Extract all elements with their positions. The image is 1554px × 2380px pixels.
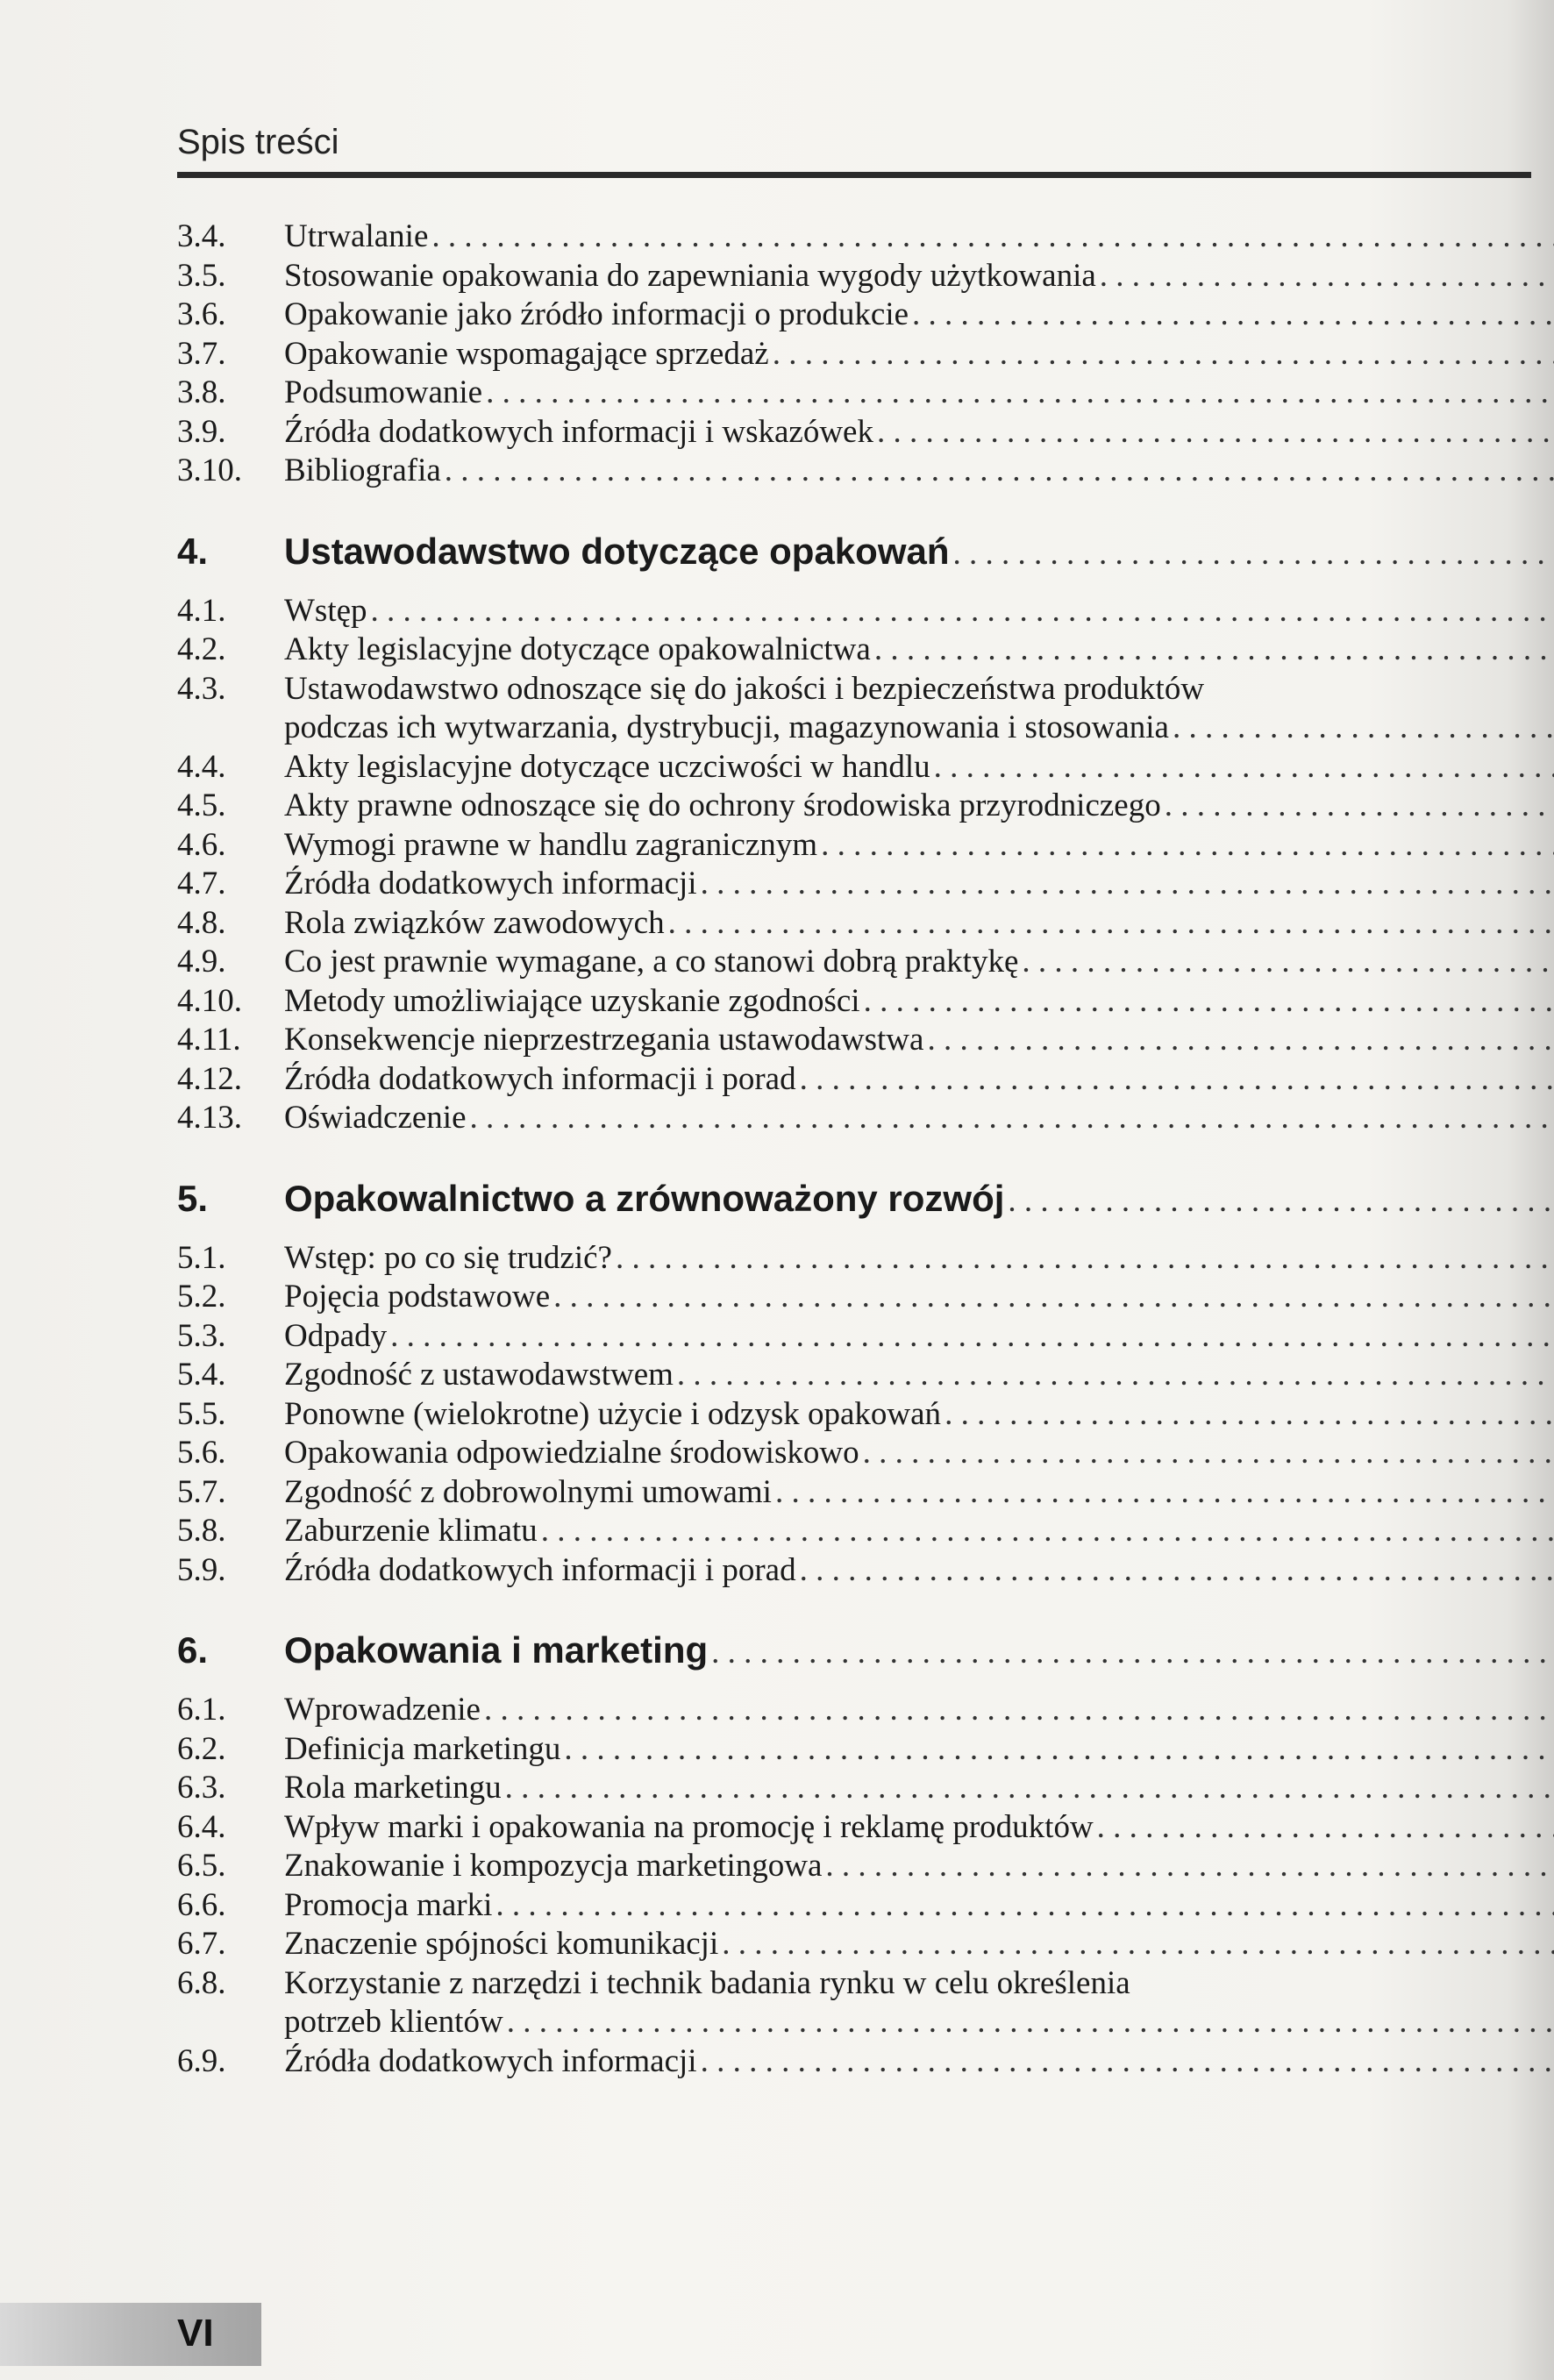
toc-body xyxy=(284,1278,1554,1317)
header-rule xyxy=(177,172,1531,178)
toc-title: Opakowanie wspomagające sprzedaż xyxy=(284,335,769,372)
toc-number: 3.6. xyxy=(177,296,226,332)
toc-body xyxy=(284,257,1554,296)
dot-leader xyxy=(1165,787,1554,826)
toc-line xyxy=(284,1769,1554,1808)
toc-line xyxy=(284,1021,1554,1060)
toc-line xyxy=(284,1808,1554,1848)
toc-line xyxy=(284,335,1554,374)
toc-line xyxy=(284,2003,1554,2042)
toc-title: Co jest prawnie wymagane, a co stanowi dobrą praktykę xyxy=(284,944,1019,980)
toc-line xyxy=(284,1395,1554,1435)
dot-leader xyxy=(616,1239,1554,1279)
toc-entry xyxy=(177,1886,1526,1926)
toc-entry xyxy=(177,1278,1526,1317)
dot-leader xyxy=(701,2042,1554,2082)
toc-body xyxy=(284,374,1554,413)
dot-leader xyxy=(821,826,1554,866)
toc-entry xyxy=(177,1473,1526,1513)
toc-title: Opakowania odpowiedzialne środowiskowo xyxy=(284,1435,859,1471)
table-of-contents xyxy=(177,217,1526,2081)
toc-title: Źródła dodatkowych informacji i wskazówek xyxy=(284,413,873,450)
toc-number: 3.10. xyxy=(177,452,242,488)
toc-number: 6.2. xyxy=(177,1730,226,1767)
toc-entry xyxy=(177,335,1526,374)
toc-title: Akty legislacyjne dotyczące opakowalnictwa xyxy=(284,631,871,667)
toc-body xyxy=(284,1925,1554,1964)
toc-body xyxy=(284,1730,1554,1770)
dot-leader xyxy=(874,631,1554,670)
toc-entry xyxy=(177,670,1526,748)
toc-body xyxy=(284,1177,1554,1223)
dot-leader xyxy=(722,1925,1554,1964)
toc-line xyxy=(284,530,1554,576)
dot-leader xyxy=(863,1434,1554,1473)
toc-entry xyxy=(177,1769,1526,1808)
toc-number: 5.4. xyxy=(177,1357,226,1393)
toc-title: Opakowania i marketing xyxy=(284,1629,709,1671)
dot-leader xyxy=(1008,1179,1554,1223)
toc-entry xyxy=(177,1808,1526,1848)
toc-number: 6.5. xyxy=(177,1848,226,1884)
toc-title: Znakowanie i kompozycja marketingowa xyxy=(284,1848,823,1884)
toc-entry xyxy=(177,1512,1526,1551)
toc-title: Akty legislacyjne dotyczące uczciwości w handlu xyxy=(284,748,930,785)
toc-title: Wstęp xyxy=(284,592,367,629)
toc-number: 5.9. xyxy=(177,1551,226,1588)
dot-leader xyxy=(371,592,1554,631)
toc-title: Oświadczenie xyxy=(284,1100,467,1136)
toc-title: Źródła dodatkowych informacji xyxy=(284,866,697,901)
toc-entry xyxy=(177,748,1526,787)
dot-leader xyxy=(701,865,1554,904)
dot-leader xyxy=(431,217,1554,257)
toc-body xyxy=(284,1473,1554,1513)
toc-title: Wprowadzenie xyxy=(284,1692,481,1728)
toc-line xyxy=(284,1886,1554,1926)
toc-entry xyxy=(177,296,1526,335)
toc-title: Korzystanie z narzędzi i technik badania rynku w celu określenia xyxy=(284,1964,1130,2001)
toc-number: 6.6. xyxy=(177,1886,226,1923)
toc-line xyxy=(284,1551,1554,1591)
dot-leader xyxy=(505,1769,1554,1808)
toc-body xyxy=(284,670,1554,748)
toc-body xyxy=(284,413,1554,452)
toc-body xyxy=(284,1964,1554,2042)
toc-line xyxy=(284,748,1554,787)
dot-leader xyxy=(1100,257,1554,296)
toc-title: Promocja marki xyxy=(284,1886,493,1923)
toc-chapter xyxy=(177,530,1526,576)
toc-body xyxy=(284,826,1554,866)
dot-leader xyxy=(564,1730,1554,1770)
toc-title-continued: potrzeb klientów xyxy=(284,2004,503,2040)
dot-leader xyxy=(677,1356,1554,1395)
toc-line xyxy=(284,257,1554,296)
toc-line xyxy=(284,865,1554,904)
toc-body xyxy=(284,1808,1554,1848)
toc-line xyxy=(284,943,1554,982)
toc-body xyxy=(284,631,1554,670)
toc-entry xyxy=(177,943,1526,982)
toc-number: 4.6. xyxy=(177,826,226,863)
toc-line xyxy=(284,374,1554,413)
toc-body xyxy=(284,1691,1554,1730)
toc-line xyxy=(284,1177,1554,1223)
toc-line xyxy=(284,904,1554,944)
toc-title: Rola marketingu xyxy=(284,1770,502,1806)
toc-body xyxy=(284,943,1554,982)
toc-body xyxy=(284,1628,1554,1675)
toc-title: Definicja marketingu xyxy=(284,1730,561,1767)
toc-entry xyxy=(177,257,1526,296)
toc-chapter xyxy=(177,1628,1526,1675)
toc-number: 4.8. xyxy=(177,904,226,941)
toc-body xyxy=(284,1886,1554,1926)
toc-number: 3.4. xyxy=(177,218,226,254)
toc-title: Ustawodawstwo odnoszące się do jakości i bezpieczeństwa produktów xyxy=(284,670,1205,707)
toc-number: 5. xyxy=(177,1177,209,1219)
dot-leader xyxy=(1097,1808,1554,1848)
toc-number: 6.4. xyxy=(177,1808,226,1845)
toc-entry xyxy=(177,1925,1526,1964)
toc-entry xyxy=(177,1099,1526,1138)
dot-leader xyxy=(877,413,1554,452)
toc-number: 4.3. xyxy=(177,670,226,707)
toc-entry xyxy=(177,217,1526,257)
dot-leader xyxy=(541,1512,1554,1551)
toc-entry xyxy=(177,1847,1526,1886)
toc-body xyxy=(284,1060,1554,1100)
toc-line xyxy=(284,1317,1554,1357)
toc-entry xyxy=(177,865,1526,904)
toc-number: 3.7. xyxy=(177,335,226,372)
toc-entry xyxy=(177,826,1526,866)
toc-title: Konsekwencje nieprzestrzegania ustawodawstwa xyxy=(284,1022,924,1058)
dot-leader xyxy=(1173,709,1554,748)
toc-line xyxy=(284,1847,1554,1886)
dot-leader xyxy=(775,1473,1554,1513)
dot-leader xyxy=(470,1099,1554,1138)
toc-line xyxy=(284,1925,1554,1964)
toc-entry xyxy=(177,1021,1526,1060)
toc-title: Zgodność z ustawodawstwem xyxy=(284,1357,674,1393)
toc-entry xyxy=(177,904,1526,944)
toc-number: 5.5. xyxy=(177,1395,226,1432)
dot-leader xyxy=(934,748,1554,787)
toc-entry xyxy=(177,631,1526,670)
dot-leader xyxy=(668,904,1554,944)
toc-entry xyxy=(177,413,1526,452)
toc-body xyxy=(284,787,1554,826)
toc-number: 6.9. xyxy=(177,2042,226,2079)
toc-entry xyxy=(177,1356,1526,1395)
toc-entry xyxy=(177,452,1526,491)
toc-entry xyxy=(177,592,1526,631)
page-folio xyxy=(0,2303,261,2366)
toc-number: 4.12. xyxy=(177,1060,242,1097)
toc-line xyxy=(284,709,1554,748)
toc-number: 5.7. xyxy=(177,1473,226,1510)
toc-body xyxy=(284,335,1554,374)
dot-leader xyxy=(825,1847,1554,1886)
toc-number: 6.8. xyxy=(177,1964,226,2001)
toc-line xyxy=(284,1356,1554,1395)
toc-title: Opakowalnictwo a zrównoważony rozwój xyxy=(284,1177,1005,1219)
toc-title: Ponowne (wielokrotne) użycie i odzysk opakowań xyxy=(284,1395,942,1432)
toc-body xyxy=(284,1239,1554,1279)
toc-number: 5.6. xyxy=(177,1435,226,1471)
toc-entry xyxy=(177,374,1526,413)
dot-leader xyxy=(773,335,1554,374)
toc-number: 4. xyxy=(177,530,209,572)
toc-line xyxy=(284,631,1554,670)
toc-body xyxy=(284,904,1554,944)
toc-line xyxy=(284,1691,1554,1730)
dot-leader xyxy=(495,1886,1554,1926)
toc-line xyxy=(284,296,1554,335)
dot-leader xyxy=(800,1060,1554,1100)
toc-line xyxy=(284,826,1554,866)
toc-line xyxy=(284,592,1554,631)
dot-leader xyxy=(800,1551,1554,1591)
toc-line xyxy=(284,1278,1554,1317)
toc-body xyxy=(284,1512,1554,1551)
toc-number: 4.1. xyxy=(177,592,226,629)
toc-title: Wpływ marki i opakowania na promocję i reklamę produktów xyxy=(284,1808,1094,1845)
toc-body xyxy=(284,217,1554,257)
toc-title: Opakowanie jako źródło informacji o produkcie xyxy=(284,296,909,332)
toc-line xyxy=(284,787,1554,826)
dot-leader xyxy=(484,1691,1554,1730)
toc-title: Znaczenie spójności komunikacji xyxy=(284,1926,719,1962)
toc-body xyxy=(284,865,1554,904)
toc-entry xyxy=(177,1434,1526,1473)
toc-entry xyxy=(177,1060,1526,1100)
toc-entry xyxy=(177,1730,1526,1770)
toc-number: 4.13. xyxy=(177,1100,242,1136)
toc-entry xyxy=(177,787,1526,826)
toc-entry xyxy=(177,1551,1526,1591)
toc-body xyxy=(284,1021,1554,1060)
toc-number: 6.3. xyxy=(177,1770,226,1806)
toc-title: Metody umożliwiające uzyskanie zgodności xyxy=(284,982,860,1019)
toc-body xyxy=(284,1317,1554,1357)
toc-title: Źródła dodatkowych informacji xyxy=(284,2042,697,2079)
toc-title: Podsumowanie xyxy=(284,374,483,410)
toc-line xyxy=(284,1512,1554,1551)
toc-body xyxy=(284,748,1554,787)
toc-line xyxy=(284,1434,1554,1473)
toc-number: 3.9. xyxy=(177,413,226,450)
toc-number: 5.2. xyxy=(177,1279,226,1315)
dot-leader xyxy=(553,1278,1554,1317)
dot-leader xyxy=(390,1317,1554,1357)
dot-leader xyxy=(486,374,1554,413)
toc-number: 6.1. xyxy=(177,1692,226,1728)
toc-number: 4.5. xyxy=(177,787,226,823)
toc-line xyxy=(284,982,1554,1022)
toc-body xyxy=(284,592,1554,631)
toc-number: 4.9. xyxy=(177,944,226,980)
toc-title: Stosowanie opakowania do zapewniania wygody użytkowania xyxy=(284,257,1096,294)
toc-title: Odpady xyxy=(284,1317,388,1354)
toc-number: 6.7. xyxy=(177,1926,226,1962)
toc-number: 4.10. xyxy=(177,982,242,1019)
toc-number: 5.1. xyxy=(177,1239,226,1276)
dot-leader xyxy=(445,452,1554,491)
dot-leader xyxy=(1022,943,1554,982)
toc-body xyxy=(284,296,1554,335)
dot-leader xyxy=(953,532,1554,576)
toc-number: 4.7. xyxy=(177,866,226,901)
running-head: Spis treści xyxy=(177,123,339,161)
toc-number: 4.11. xyxy=(177,1022,241,1058)
toc-title: Wstęp: po co się trudzić? xyxy=(284,1239,612,1276)
toc-body xyxy=(284,982,1554,1022)
toc-title-continued: podczas ich wytwarzania, dystrybucji, magazynowania i stosowania xyxy=(284,709,1169,745)
toc-entry xyxy=(177,1691,1526,1730)
toc-line xyxy=(284,2042,1554,2082)
folio-number: VI xyxy=(177,2312,214,2355)
toc-number: 5.8. xyxy=(177,1513,226,1549)
toc-line xyxy=(284,1730,1554,1770)
toc-entry xyxy=(177,2042,1526,2082)
toc-line xyxy=(284,413,1554,452)
toc-entry xyxy=(177,1239,1526,1279)
toc-title: Wymogi prawne w handlu zagranicznym xyxy=(284,826,818,863)
dot-leader xyxy=(927,1021,1554,1060)
toc-entry xyxy=(177,1395,1526,1435)
toc-title: Bibliografia xyxy=(284,452,441,488)
toc-title: Utrwalanie xyxy=(284,218,429,254)
toc-line xyxy=(284,1060,1554,1100)
dot-leader xyxy=(864,982,1554,1022)
toc-body xyxy=(284,530,1554,576)
toc-entry xyxy=(177,1317,1526,1357)
toc-number: 6. xyxy=(177,1629,209,1671)
toc-body xyxy=(284,1099,1554,1138)
toc-line xyxy=(284,1628,1554,1675)
toc-title: Pojęcia podstawowe xyxy=(284,1279,551,1315)
toc-line xyxy=(284,1473,1554,1513)
toc-line xyxy=(284,452,1554,491)
toc-title: Źródła dodatkowych informacji i porad xyxy=(284,1551,796,1588)
toc-body xyxy=(284,452,1554,491)
toc-title: Źródła dodatkowych informacji i porad xyxy=(284,1060,796,1097)
toc-number: 3.8. xyxy=(177,374,226,410)
toc-entry xyxy=(177,982,1526,1022)
toc-number: 3.5. xyxy=(177,257,226,294)
toc-body xyxy=(284,1395,1554,1435)
toc-chapter xyxy=(177,1177,1526,1223)
dot-leader xyxy=(945,1395,1554,1435)
toc-title: Zgodność z dobrowolnymi umowami xyxy=(284,1473,772,1510)
toc-entry xyxy=(177,1964,1526,2042)
toc-body xyxy=(284,2042,1554,2082)
toc-title: Zaburzenie klimatu xyxy=(284,1513,538,1549)
toc-line xyxy=(284,1099,1554,1138)
toc-number: 4.4. xyxy=(177,748,226,785)
toc-number: 5.3. xyxy=(177,1317,226,1354)
toc-body xyxy=(284,1769,1554,1808)
toc-body xyxy=(284,1434,1554,1473)
toc-line xyxy=(284,1239,1554,1279)
dot-leader xyxy=(912,296,1554,335)
dot-leader xyxy=(507,2003,1554,2042)
toc-body xyxy=(284,1847,1554,1886)
toc-body xyxy=(284,1356,1554,1395)
toc-body xyxy=(284,1551,1554,1591)
toc-title: Rola związków zawodowych xyxy=(284,904,665,941)
dot-leader xyxy=(711,1631,1554,1675)
toc-number: 4.2. xyxy=(177,631,226,667)
toc-title: Ustawodawstwo dotyczące opakowań xyxy=(284,530,950,572)
toc-title: Akty prawne odnoszące się do ochrony środowiska przyrodniczego xyxy=(284,787,1161,823)
toc-line xyxy=(284,217,1554,257)
